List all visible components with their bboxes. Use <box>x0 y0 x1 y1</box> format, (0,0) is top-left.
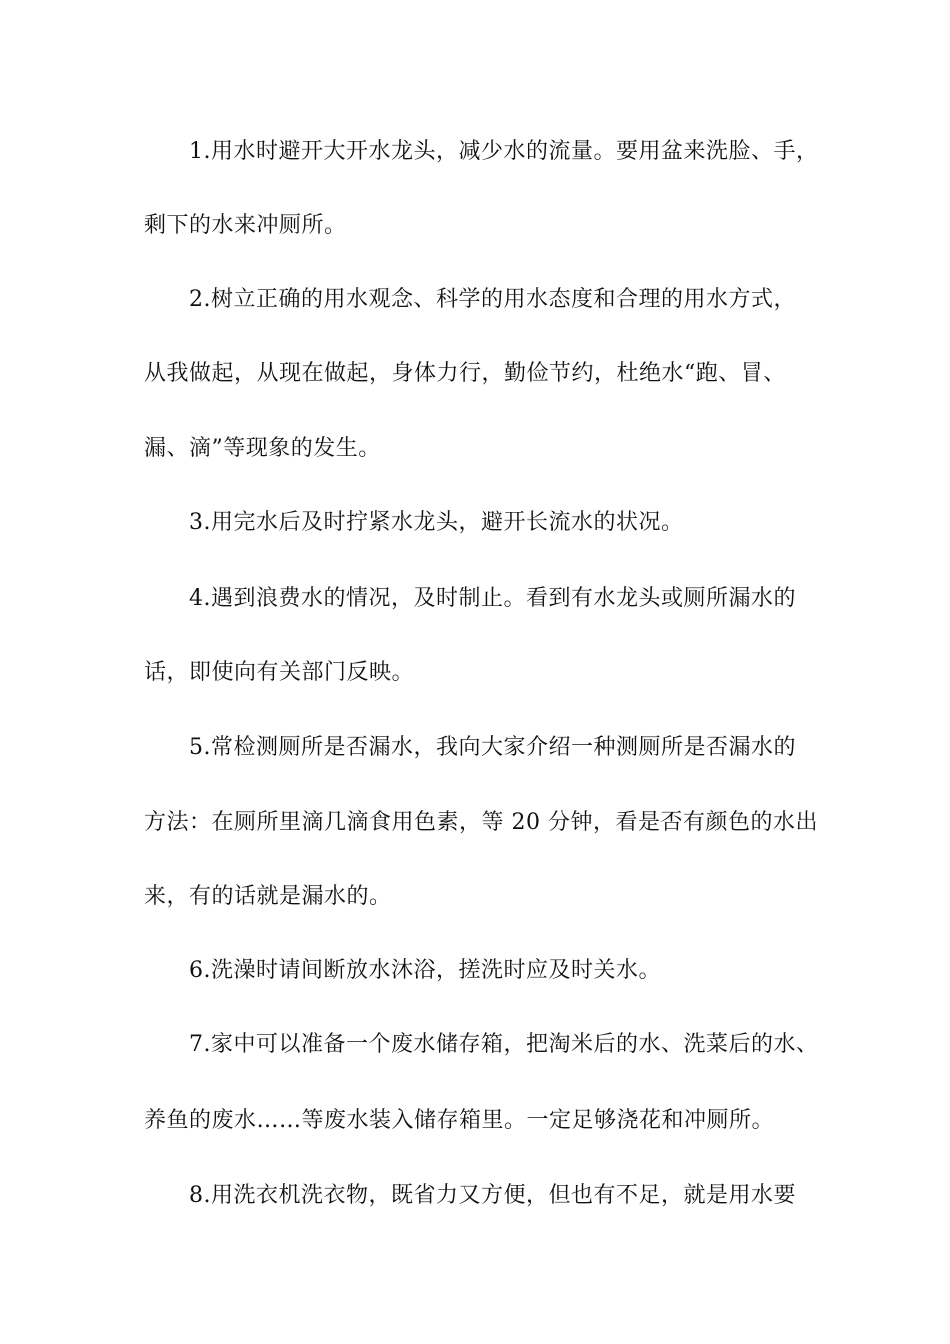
paragraph-1-line-1: 1.用水时避开大开水龙头，减少水的流量。要用盆来洗脸、手， <box>189 139 819 164</box>
paragraph-5-line-1: 5.常检测厕所是否漏水，我向大家介绍一种测厕所是否漏水的 <box>189 735 796 760</box>
paragraph-6-line-1: 6.洗澡时请间断放水沐浴，搓洗时应及时关水。 <box>189 958 661 983</box>
paragraph-1-line-2: 剩下的水来冲厕所。 <box>144 213 347 238</box>
paragraph-4-line-1: 4.遇到浪费水的情况，及时制止。看到有水龙头或厕所漏水的 <box>189 586 796 611</box>
paragraph-5-line-3: 来，有的话就是漏水的。 <box>144 884 392 909</box>
paragraph-2-line-2: 从我做起，从现在做起，身体力行，勤俭节约，杜绝水“跑、冒、 <box>144 361 786 386</box>
paragraph-5-line-2: 方法：在厕所里滴几滴食用色素，等 20 分钟，看是否有颜色的水出 <box>144 810 818 835</box>
paragraph-3-line-1: 3.用完水后及时拧紧水龙头，避开长流水的状况。 <box>189 510 684 535</box>
paragraph-7-line-2: 养鱼的废水……等废水装入储存箱里。一定足够浇花和冲厕所。 <box>144 1108 775 1133</box>
paragraph-8-line-1: 8.用洗衣机洗衣物，既省力又方便，但也有不足，就是用水要 <box>189 1183 796 1208</box>
paragraph-4-line-2: 话，即使向有关部门反映。 <box>144 660 415 685</box>
paragraph-2-line-1: 2.树立正确的用水观念、科学的用水态度和合理的用水方式， <box>189 287 796 312</box>
paragraph-7-line-1: 7.家中可以准备一个废水储存箱，把淘米后的水、洗菜后的水、 <box>189 1032 819 1057</box>
paragraph-2-line-3: 漏、滴”等现象的发生。 <box>144 436 381 461</box>
